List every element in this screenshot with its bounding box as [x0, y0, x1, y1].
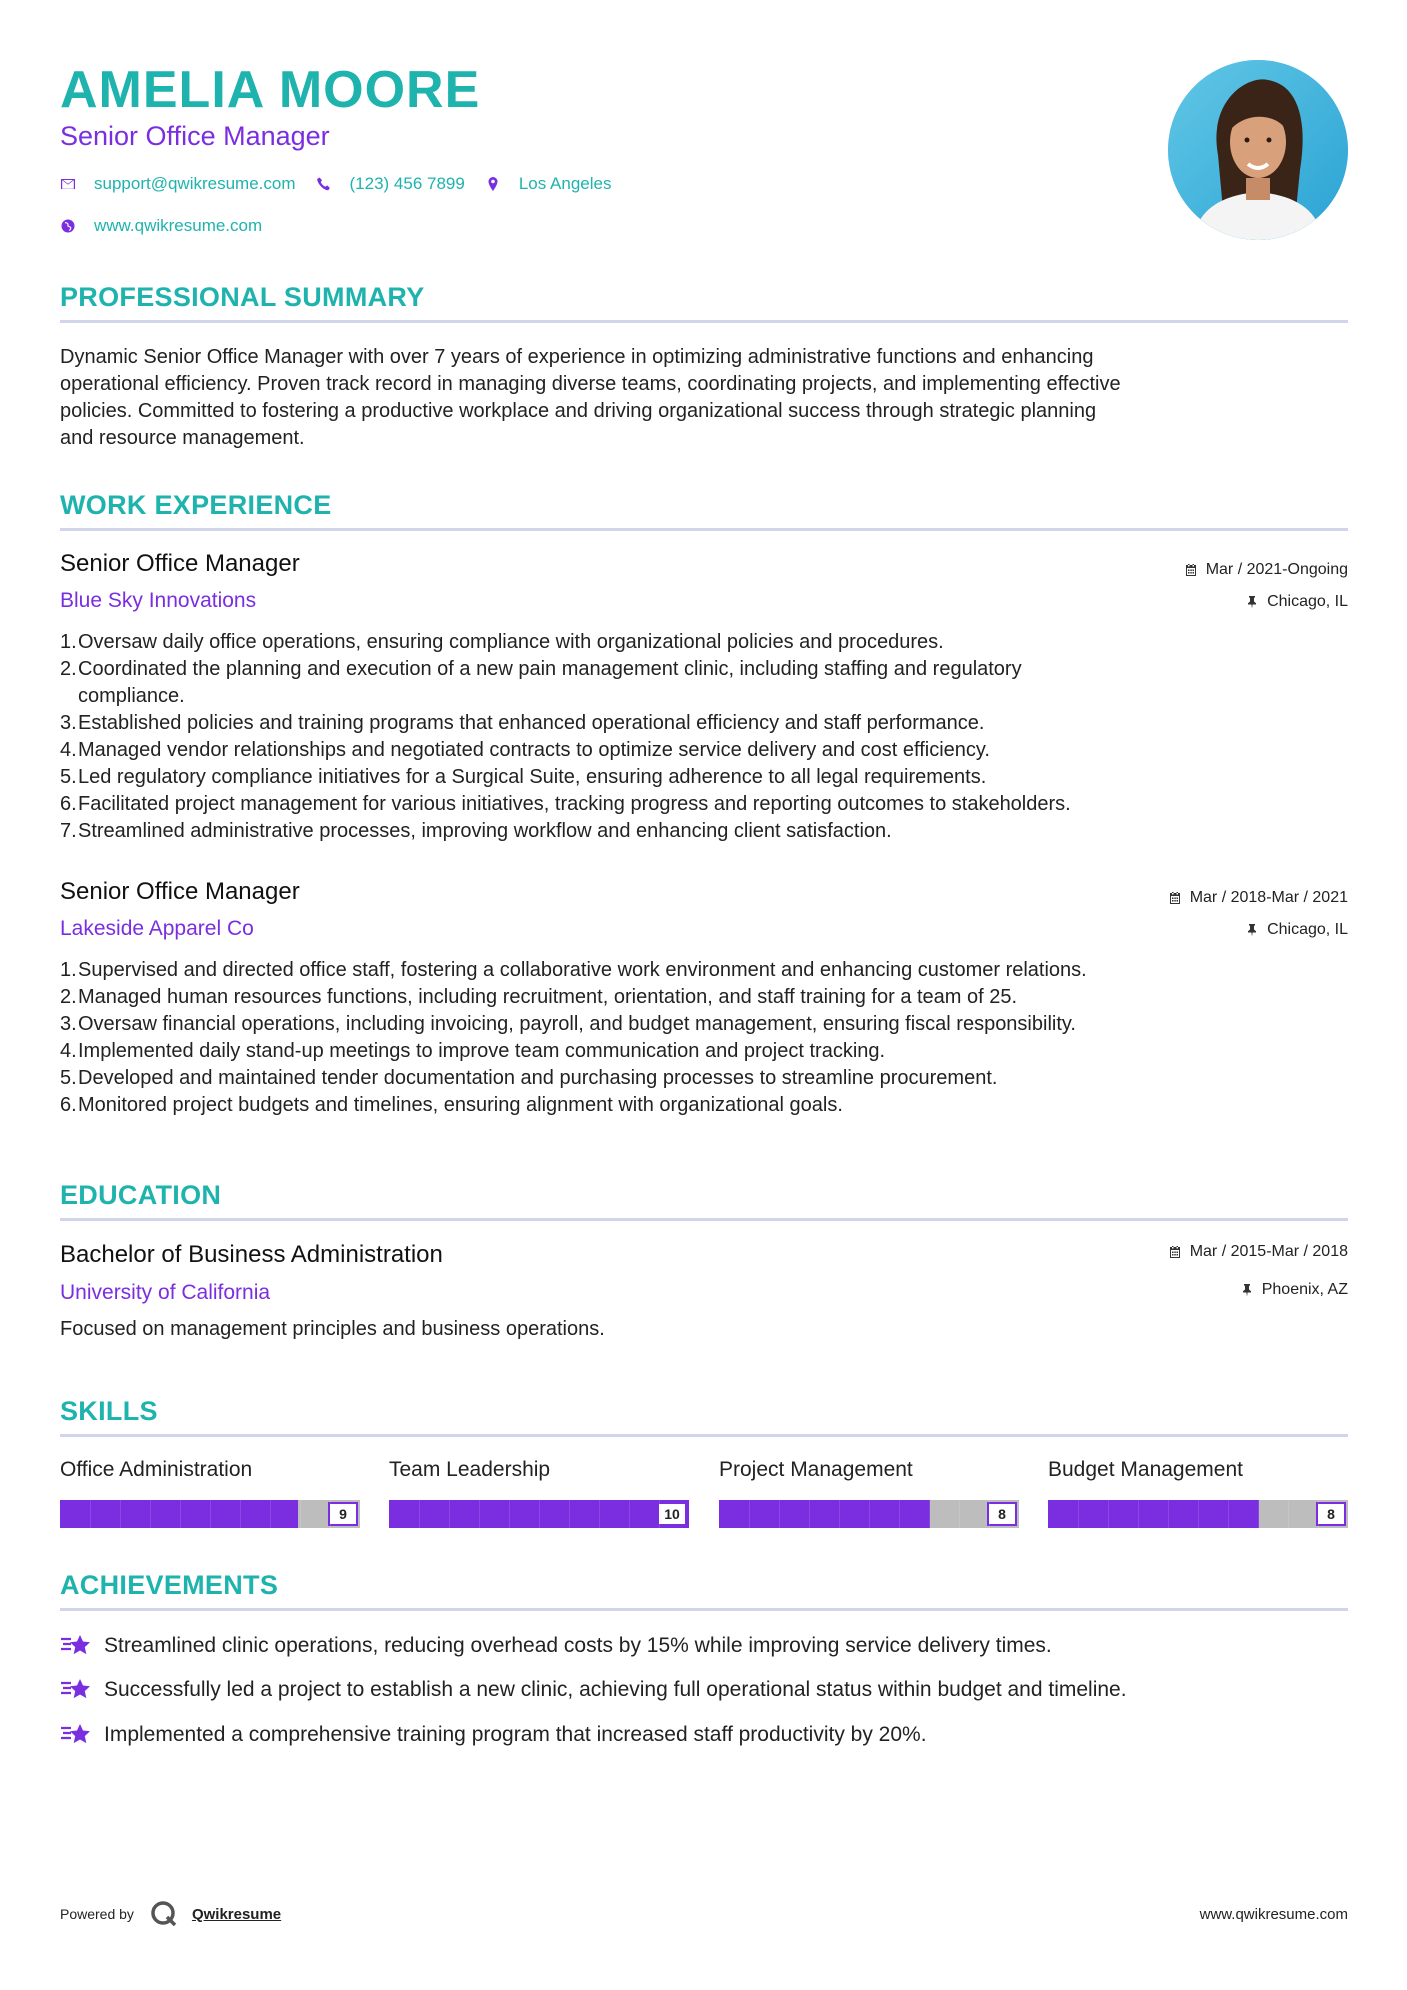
brand-link[interactable]: Qwikresume	[191, 1905, 282, 1923]
list-item: 7. Streamlined administrative processes, improving workflow and enhancing client satisfaction.	[60, 820, 892, 842]
list-item: 6. Facilitated project management for various initiatives, tracking progress and reporting outcomes to stakeholders.	[60, 793, 1071, 815]
skill-bar-segment	[809, 1500, 810, 1528]
skill-bar-segment	[1108, 1500, 1109, 1528]
contact-location	[485, 174, 612, 194]
skill-bar-segment	[599, 1500, 600, 1528]
skill-name: Office Administration	[60, 1458, 253, 1481]
skill-bar-segment	[839, 1500, 840, 1528]
skill-bar-segment	[539, 1500, 540, 1528]
achievement-text: Successfully led a project to establish a new clinic, achieving full operational status within budget and timeline.	[104, 1678, 1127, 1701]
section-divider	[60, 1608, 1348, 1611]
calendar-icon	[1168, 1245, 1182, 1259]
skill-level-bar	[389, 1500, 689, 1528]
contact-row	[60, 213, 282, 239]
dates-text: Mar / 2018-Mar / 2021	[1189, 889, 1348, 906]
dates-text: Mar / 2021-Ongoing	[1205, 561, 1348, 578]
skill-bar-segment	[1228, 1500, 1229, 1528]
job-duties-list	[60, 957, 1300, 1119]
skill-bar-segment	[899, 1500, 900, 1528]
section-divider	[60, 528, 1348, 531]
job-title: Senior Office Manager	[60, 550, 300, 577]
summary-line: Dynamic Senior Office Manager with over 7 years of experience in optimizing administrative functions and enhancing	[60, 346, 1094, 368]
list-item: 1. Oversaw daily office operations, ensuring compliance with organizational policies and procedures.	[60, 631, 944, 653]
skill-level-badge: 9	[328, 1502, 358, 1526]
skill-bar-segment	[1288, 1500, 1289, 1528]
contact-email[interactable]	[60, 174, 296, 194]
skill-level-bar	[1048, 1500, 1348, 1528]
skill-bar-segment	[1318, 1500, 1319, 1528]
list-item: 3. Oversaw financial operations, including invoicing, payroll, and budget management, ensuring fiscal responsibility.	[60, 1013, 1076, 1035]
degree-title: Bachelor of Business Administration	[60, 1241, 443, 1268]
experience-heading: WORK EXPERIENCE	[60, 490, 332, 520]
summary-line: policies. Committed to fostering a productive workplace and driving organizational success through strategic planning	[60, 400, 1097, 422]
footer-powered-by	[60, 1900, 281, 1928]
list-item: 6. Monitored project budgets and timelines, ensuring alignment with organizational goals.	[60, 1094, 843, 1116]
summary-heading: PROFESSIONAL SUMMARY	[60, 282, 425, 312]
skill-bar-segment	[300, 1500, 301, 1528]
skill-bar-segment	[779, 1500, 780, 1528]
pushpin-icon	[1245, 923, 1259, 937]
candidate-title: Senior Office Manager	[60, 121, 330, 151]
skill-bar-segment	[509, 1500, 510, 1528]
list-item: 3. Established policies and training programs that enhanced operational efficiency and staff performance.	[60, 712, 985, 734]
skill-name: Project Management	[719, 1458, 913, 1481]
achievement-text: Streamlined clinic operations, reducing overhead costs by 15% while improving service delivery times.	[104, 1634, 1052, 1657]
skill-bar-segment	[1258, 1500, 1259, 1528]
location-text: Los Angeles	[518, 174, 612, 193]
skills-heading: SKILLS	[60, 1396, 158, 1426]
summary-line: operational efficiency. Proven track record in managing diverse teams, coordinating projects, and implementing effective	[60, 373, 1121, 395]
list-item: 2. Coordinated the planning and execution of a new pain management clinic, including staffing and regulatory compliance.	[60, 658, 1022, 707]
skill-name: Team Leadership	[389, 1458, 551, 1481]
skill-bar-segment	[330, 1500, 331, 1528]
skill-bar-segment	[629, 1500, 630, 1528]
footer-url[interactable]: www.qwikresume.com	[1199, 1906, 1348, 1923]
list-item: 5. Led regulatory compliance initiatives for a Surgical Suite, ensuring adherence to all legal requirements.	[60, 766, 987, 788]
summary-line: and resource management.	[60, 427, 305, 449]
skill-bar-segment	[1138, 1500, 1139, 1528]
shooting-star-icon	[60, 1632, 92, 1660]
qwikresume-logo-icon	[150, 1900, 178, 1928]
envelope-icon	[60, 176, 76, 192]
list-item: 1. Supervised and directed office staff, fostering a collaborative work environment and enhancing customer relations.	[60, 959, 1087, 981]
map-pin-icon	[485, 176, 501, 192]
section-divider	[60, 1218, 1348, 1221]
profile-photo	[1168, 60, 1348, 240]
skill-bar-segment	[569, 1500, 570, 1528]
skill-bar-segment	[180, 1500, 181, 1528]
section-divider	[60, 320, 1348, 323]
job-location	[1245, 591, 1348, 613]
job-title: Senior Office Manager	[60, 878, 300, 905]
skill-level-badge: 10	[657, 1502, 687, 1526]
phone-text: (123) 456 7899	[349, 174, 465, 193]
pushpin-icon	[1240, 1283, 1254, 1297]
education-description: Focused on management principles and business operations.	[60, 1318, 605, 1340]
location-text: Phoenix, AZ	[1261, 1281, 1348, 1298]
skill-bar-segment	[240, 1500, 241, 1528]
skill-bar-segment	[120, 1500, 121, 1528]
shooting-star-icon	[60, 1676, 92, 1704]
candidate-name: AMELIA MOORE	[60, 61, 481, 119]
skill-bar-segment	[959, 1500, 960, 1528]
list-item: 4. Managed vendor relationships and negotiated contracts to optimize service delivery and cost efficiency.	[60, 739, 990, 761]
phone-icon	[316, 176, 332, 192]
skill-level-fill	[60, 1500, 298, 1528]
skill-level-bar	[60, 1500, 360, 1528]
location-text: Chicago, IL	[1267, 593, 1348, 610]
achievement-text: Implemented a comprehensive training program that increased staff productivity by 20%.	[104, 1723, 927, 1746]
skill-bar-segment	[270, 1500, 271, 1528]
shooting-star-icon	[60, 1721, 92, 1749]
job-duties-list	[60, 629, 1300, 845]
email-text: support@qwikresume.com	[94, 174, 296, 193]
achievement-item	[60, 1676, 1127, 1704]
contact-row	[60, 171, 631, 197]
skill-bar-segment	[419, 1500, 420, 1528]
company-name: Blue Sky Innovations	[60, 589, 257, 612]
dates-text: Mar / 2015-Mar / 2018	[1189, 1243, 1348, 1260]
skill-bar-segment	[1078, 1500, 1079, 1528]
globe-icon	[60, 218, 76, 234]
skill-bar-segment	[150, 1500, 151, 1528]
calendar-icon	[1184, 563, 1198, 577]
skill-bar-segment	[869, 1500, 870, 1528]
skill-bar-segment	[449, 1500, 450, 1528]
skill-bar-segment	[659, 1500, 660, 1528]
education-location	[1240, 1279, 1348, 1301]
skill-bar-segment	[479, 1500, 480, 1528]
school-name: University of California	[60, 1281, 271, 1304]
education-heading: EDUCATION	[60, 1180, 222, 1210]
achievement-item	[60, 1632, 1052, 1660]
skill-item	[60, 1456, 360, 1522]
education-dates	[1168, 1241, 1348, 1263]
website-text: www.qwikresume.com	[94, 216, 263, 235]
skill-bar-segment	[929, 1500, 930, 1528]
skill-name: Budget Management	[1048, 1458, 1243, 1481]
powered-by-label: Powered by	[60, 1906, 134, 1922]
skill-item	[1048, 1456, 1348, 1522]
list-item: 5. Developed and maintained tender documentation and purchasing processes to streamline procurement.	[60, 1067, 998, 1089]
skill-item	[719, 1456, 1019, 1522]
skill-bar-segment	[1168, 1500, 1169, 1528]
skill-bar-segment	[749, 1500, 750, 1528]
skill-item	[389, 1456, 689, 1522]
contact-phone[interactable]	[316, 174, 465, 194]
section-divider	[60, 1434, 1348, 1437]
skill-level-badge: 8	[1316, 1502, 1346, 1526]
job-dates	[1168, 887, 1348, 909]
summary-text	[60, 344, 1350, 452]
job-location	[1245, 919, 1348, 941]
skill-bar-segment	[989, 1500, 990, 1528]
pushpin-icon	[1245, 595, 1259, 609]
skill-bar-segment	[210, 1500, 211, 1528]
company-name: Lakeside Apparel Co	[60, 917, 254, 940]
skill-bar-segment	[90, 1500, 91, 1528]
skill-level-bar	[719, 1500, 1019, 1528]
achievement-item	[60, 1721, 927, 1749]
achievements-heading: ACHIEVEMENTS	[60, 1570, 279, 1600]
location-text: Chicago, IL	[1267, 921, 1348, 938]
list-item: 2. Managed human resources functions, including recruitment, orientation, and staff training for a team of 25.	[60, 986, 1018, 1008]
skill-bar-segment	[1198, 1500, 1199, 1528]
job-dates	[1184, 559, 1348, 581]
contact-website[interactable]	[60, 216, 262, 236]
calendar-icon	[1168, 891, 1182, 905]
list-item: 4. Implemented daily stand-up meetings to improve team communication and project tracking.	[60, 1040, 886, 1062]
skill-level-badge: 8	[987, 1502, 1017, 1526]
